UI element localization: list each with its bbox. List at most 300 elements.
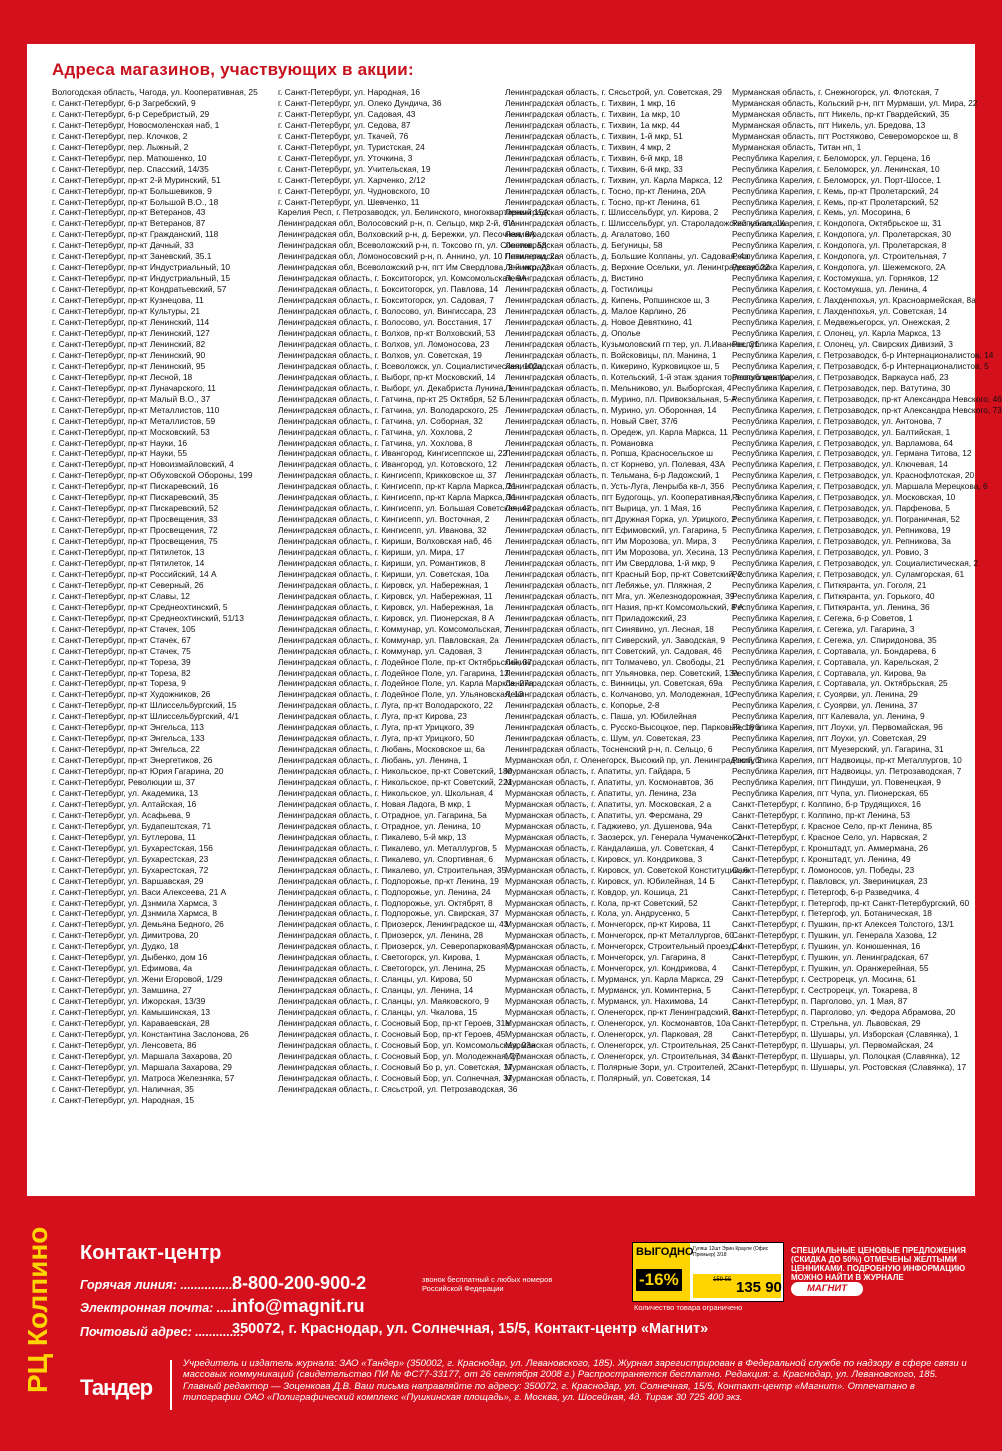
address-line: Республика Карелия, г. Сортавала, ул. Кирова, 9а	[732, 667, 926, 678]
address-line: Ленинградская область, г. Бокситогорск, ул. Павлова, 14	[278, 284, 499, 295]
address-line: г. Санкт-Петербург, 6-р Серебристый, 29	[52, 108, 210, 119]
address-line: г. Санкт-Петербург, пр-кт Заневский, 35.1	[52, 251, 212, 262]
address-line: Республика Карелия, г. Петрозаводск, Варкауса наб, 23	[732, 371, 949, 382]
address-line: г. Санкт-Петербург, пр-кт Кондратьевский, 57	[52, 284, 227, 295]
address-line: Ленинградская обл, Всеволожский р-н, пгт Им Свердлова, 2-й мкр, 23	[278, 262, 551, 273]
address-line: г. Санкт-Петербург, пр-кт Пятилеток, 14	[52, 557, 205, 568]
address-line: Республика Карелия, г. Петрозаводск, пер. Ватутина, 30	[732, 382, 951, 393]
address-line: г. Санкт-Петербург, пр-кт Стачек, 75	[52, 645, 191, 656]
address-line: Ленинградская область, г. Подпорожье, ул. Октябрят, 8	[278, 897, 493, 908]
address-line: Ленинградская область, г. Подпорожье, пр-кт Ленина, 19	[278, 875, 499, 886]
address-line: Ленинградская обл, Ломоносовский р-н, п. Аннино, ул. 10 Пятилетки, 2а	[278, 251, 560, 262]
address-line: Мурманская область, г. Кола, пр-кт Советский, 52	[505, 897, 698, 908]
address-line: г. Санкт-Петербург, пр-кт Северный, 26	[52, 579, 204, 590]
address-line: г. Санкт-Петербург, пер. Спасский, 14/35	[52, 163, 209, 174]
address-line: Ленинградская область, г. Подпорожье, ул. Ленина, 24	[278, 886, 491, 897]
address-line: Республика Карелия, г. Петрозаводск, ул. Германа Титова, 12	[732, 448, 972, 459]
address-line: Санкт-Петербург, г. Петергоф, 6-р Разведчика, 4	[732, 886, 920, 897]
address-line: г. Санкт-Петербург, ул. Ижорская, 13/39	[52, 996, 206, 1007]
address-line: Санкт-Петербург, г. Сестрорецк, ул. Мосина, 61	[732, 974, 916, 985]
address-line: Мурманская область, г. Оленегорск, ул. Строительная, 25	[505, 1039, 731, 1050]
address-line: Республика Карелия, г. Питкяранта, ул. Ленина, 36	[732, 601, 930, 612]
address-line: Ленинградская область, г. Пикалево, ул. Металлургов, 5	[278, 842, 497, 853]
address-line: Республика Карелия, г. Беломорск, ул. Герцена, 16	[732, 152, 931, 163]
address-line: Ленинградская область, г. Приозерск, Ленинградское ш, 43	[278, 919, 509, 930]
address-line: г. Санкт-Петербург, ул. Уточкина, 3	[278, 152, 413, 163]
address-line: г. Санкт-Петербург, пер. Лыжный, 2	[52, 141, 189, 152]
address-line: Ленинградская область, д. Агалатово, 160	[505, 229, 670, 240]
address-line: Ленинградская область, пгт Им Свердлова, 1-й мкр, 9	[505, 557, 715, 568]
address-line: г. Санкт-Петербург, пр-кт Луначарского, 11	[52, 382, 216, 393]
address-line: Ленинградская область, п. Оредеж, ул. Карла Маркса, 11	[505, 426, 728, 437]
address-line: Республика Карелия, г. Петрозаводск, пр-кт Александра Невского, 73	[732, 404, 1002, 415]
address-line: Ленинградская обл, Волосовский р-н, п. Сельцо, мкр 2-й, 6 А	[278, 218, 516, 229]
address-line: Ленинградская область, г. Кингисепп, Крикковское ш, 37	[278, 470, 497, 481]
address-line: Ленинградская область, г. Выборг, пр-кт Московский, 14	[278, 371, 496, 382]
address-line: г. Санкт-Петербург, пр-кт Металлистов, 110	[52, 404, 220, 415]
address-line: г. Санкт-Петербург, пр-кт Просвещения, 72	[52, 525, 218, 536]
address-line: г. Санкт-Петербург, пр-кт Ленинский, 95	[52, 360, 206, 371]
address-line: г. Санкт-Петербург, пр-кт Обуховской Обороны, 199	[52, 470, 253, 481]
address-line: Ленинградская область, г. Сланцы, ул. Маяковского, 9	[278, 996, 489, 1007]
address-line: Санкт-Петербург, п. Парголово, ул. Федора Абрамова, 20	[732, 1007, 956, 1018]
address-line: г. Санкт-Петербург, пр-кт Тореза, 39	[52, 656, 191, 667]
address-line: г. Санкт-Петербург, пр-кт Российский, 14 А	[52, 568, 217, 579]
address-line: Республика Карелия, г. Петрозаводск, ул. Варламова, 64	[732, 437, 953, 448]
address-line: г. Санкт-Петербург, пр-кт Ветеранов, 43	[52, 207, 206, 218]
address-line: Ленинградская область, г. Никольское, пр-кт Советский, 180	[278, 766, 513, 777]
promo-text: СПЕЦИАЛЬНЫЕ ЦЕНОВЫЕ ПРЕДЛОЖЕНИЯ (СКИДКА ДО 50%) ОТМЕЧЕНЫ ЖЕЛТЫМИ ЦЕННИКАМИ. ПОДРОБНУЮ ИНФОРМАЦИЮ МОЖНО НАЙТИ В ЖУРНАЛЕ	[791, 1246, 966, 1282]
address-line: г. Санкт-Петербург, ул. Народная, 16	[278, 87, 421, 97]
address-line: Ленинградская область, г. Волхов, пр-кт Волховский, 53	[278, 327, 496, 338]
address-line: Ленинградская область, пгт Синявино, ул. Лесная, 18	[505, 623, 714, 634]
address-line: Ленинградская область, г. Кириши, ул. Романтиков, 8	[278, 557, 486, 568]
address-line: Санкт-Петербург, г. Колпино, б-р Трудящихся, 16	[732, 798, 921, 809]
address-line: Ленинградская область, п. Котельский, 1-й этаж здания торгового центра	[505, 371, 791, 382]
address-line: Республика Карелия, г. Петрозаводск, ул. Репникова, 19	[732, 525, 951, 536]
address-line: г. Санкт-Петербург, Новосмоленская наб, 1	[52, 119, 220, 130]
address-line: Мурманская область, г. Апатиты, ул. Космонавтов, 36	[505, 777, 714, 788]
address-line: г. Санкт-Петербург, пр-кт Малый В.О., 37	[52, 393, 211, 404]
address-line: г. Санкт-Петербург, ул. Караваевская, 28	[52, 1018, 210, 1029]
address-line: Ленинградская область, пгт Назия, пр-кт Комсомольский, 8 А	[505, 601, 744, 612]
address-line: г. Санкт-Петербург, пр-кт Большой В.О., 18	[52, 196, 219, 207]
address-line: Мурманская область, г. Оленегорск, ул. Строительная, 34 А	[505, 1050, 739, 1061]
address-line: Республика Карелия, пгт Надвоицы, ул. Петрозаводская, 7	[732, 766, 962, 777]
address-line: Ленинградская область, г. Светогорск, ул. Ленина, 25	[278, 963, 486, 974]
address-line: Ленинградская область, д. Большие Колпаны, ул. Садовая, 4а	[505, 251, 749, 262]
address-line: г. Санкт-Петербург, ул. Камышинская, 13	[52, 1007, 211, 1018]
address-line: г. Санкт-Петербург, пр-кт Среднеохтинский, 5	[52, 601, 228, 612]
address-line: Мурманская область, г. Гаджиево, ул. Душенова, 94а	[505, 820, 712, 831]
address-line: Мурманская область, г. Мончегорск, Строительный проезд, 4	[505, 941, 743, 952]
address-line: г. Санкт-Петербург, пр-кт Дачный, 33	[52, 240, 194, 251]
postal-label: Почтовый адрес: ..............	[80, 1325, 244, 1339]
address-line: г. Санкт-Петербург, ул. Демьяна Бедного, 26	[52, 919, 224, 930]
address-line: Республика Карелия, г. Суоярви, ул. Ленина, 29	[732, 689, 918, 700]
address-line: Мурманская область, г. Кола, ул. Андрусенко, 5	[505, 908, 690, 919]
address-line: Ленинградская область, г. Лодейное Поле, пр-кт Октябрьский, 37	[278, 656, 532, 667]
address-line: Республика Карелия, пгт Надвоицы, пр-кт Металлургов, 10	[732, 755, 962, 766]
address-line: г. Санкт-Петербург, ул. Олеко Дундича, 36	[278, 97, 442, 108]
address-line: г. Санкт-Петербург, Революции ш, 37	[52, 777, 196, 788]
address-line: Ленинградская область, г. Никольское, пр-кт Советский, 221	[278, 777, 513, 788]
address-line: Мурманская область, г. Кировск, ул. Советской Конституции, 6	[505, 864, 749, 875]
address-line: Мурманская область, г. Полярные Зори, ул. Строителей, 2	[505, 1061, 733, 1072]
address-line: Ленинградская область, г. Сосновый Бор, ул. Солнечная, 37	[278, 1072, 513, 1083]
address-line: Ленинградская область, г. Сосновый Бор, ул. Молодежная, 27	[278, 1050, 520, 1061]
address-line: г. Санкт-Петербург, ул. Алтайская, 16	[52, 798, 197, 809]
address-line: Ленинградская область, д. Новое Девяткино, 41	[505, 317, 693, 328]
address-line: Мурманская область, г. Мурманск, ул. Коминтерна, 5	[505, 985, 711, 996]
address-line: Ленинградская область, г. Гатчина, ул. Хохлова, 2	[278, 426, 473, 437]
address-line: г. Санкт-Петербург, ул. Чудновского, 10	[278, 185, 430, 196]
contact-center-title: Контакт-центр	[80, 1242, 222, 1264]
address-line: г. Санкт-Петербург, пер. Матюшенко, 10	[52, 152, 207, 163]
address-line: Мурманская область, г. Оленегорск, ул. Космонавтов, 10а	[505, 1018, 731, 1029]
address-line: Ленинградская область, г. Любань, ул. Ленина, 1	[278, 755, 468, 766]
address-line: г. Санкт-Петербург, ул. Шевченко, 11	[278, 196, 420, 207]
address-line: г. Санкт-Петербург, пр-кт Ветеранов, 87	[52, 218, 206, 229]
address-line: Ленинградская область, д. Верхние Осельки, ул. Ленинградская, 22	[505, 262, 770, 273]
address-line: г. Санкт-Петербург, ул. Туристская, 24	[278, 141, 425, 152]
address-line: Ленинградская область, г. Тихвин, 4 мкр, 2	[505, 141, 671, 152]
address-line: Республика Карелия, г. Петрозаводск, ул. Парфенова, 5	[732, 503, 950, 514]
address-line: Республика Карелия, г. Кондопога, Октябрьское ш, 31	[732, 218, 942, 229]
address-line: Мурманская область, г. Мончегорск, пр-кт Кирова, 11	[505, 919, 711, 930]
address-line: Ленинградская область, пгт Ульяновка, пер. Советский, 13а	[505, 667, 739, 678]
address-line: г. Санкт-Петербург, ул. Ефимова, 4а	[52, 963, 193, 974]
email-label: Электронная почта: ......	[80, 1301, 238, 1315]
address-line: г. Санкт-Петербург, ул. Ленсовета, 86	[52, 1039, 197, 1050]
address-line: Мурманская область, г. Мончегорск, ул. Кондрикова, 4	[505, 963, 717, 974]
address-line: Республика Карелия, г. Питкяранта, ул. Гоголя, 21	[732, 579, 927, 590]
address-line: г. Санкт-Петербург, ул. Народная, 15	[52, 1094, 195, 1105]
address-line: Республика Карелия, г. Кондопога, ул. Пролетарская, 8	[732, 240, 947, 251]
address-line: Ленинградская область, г. Сосновый Бор, пр-кт Героев, 45	[278, 1028, 506, 1039]
address-line: Ленинградская область, г. Пикалево, 5-й мкр, 13	[278, 831, 467, 842]
address-line: Ленинградская область, г. Светогорск, ул. Кирова, 1	[278, 952, 480, 963]
address-line: Ленинградская область, пгт Дружная Горка, ул. Урицкого, 2	[505, 514, 736, 525]
address-line: г. Санкт-Петербург, пр-кт Гражданский, 118	[52, 229, 219, 240]
address-line: Республика Карелия, пгт Калевала, ул. Ленина, 9	[732, 711, 925, 722]
address-line: Ленинградская область, пгт Им Морозова, ул. Хесина, 13	[505, 547, 729, 558]
address-line: Ленинградская область, п. Новый Свет, 37/6	[505, 415, 678, 426]
address-line: Республика Карелия, г. Лахденпохья, ул. Советская, 14	[732, 306, 947, 317]
address-line: Мурманская область, г. Мурманск, ул. Нахимова, 14	[505, 996, 708, 1007]
address-line: Ленинградская область, г. Бокситогорск, ул. Садовая, 7	[278, 295, 494, 306]
address-line: г. Санкт-Петербург, пр-кт Среднеохтинский, 51/13	[52, 612, 244, 623]
address-line: г. Санкт-Петербург, пр-кт Шлиссельбургский, 4/1	[52, 711, 239, 722]
hotline-note: звонок бесплатный с любых номеров Российской Федерации	[422, 1275, 553, 1293]
address-line: Ленинградская область, с. Шум, ул. Советская, 23	[505, 733, 701, 744]
address-line: Ленинградская область, д. Кипень, Ропшинское ш, 3	[505, 295, 710, 306]
address-line: Мурманская область, г. Апатиты, ул. Ленина, 23а	[505, 788, 697, 798]
address-line: Ленинградская область, г. Кингисепп, пр-кт Карла Маркса, 21	[278, 481, 517, 492]
address-line: Ленинградская область, д. Бегуницы, 58	[505, 240, 663, 251]
address-line: Республика Карелия, г. Сегежа, 6-р Советов, 1	[732, 612, 913, 623]
address-line: г. Санкт-Петербург, пр-кт Пятилеток, 13	[52, 547, 205, 558]
address-line: Ленинградская область, г. Кировск, ул. Пионерская, 8 А	[278, 612, 495, 623]
address-line: Санкт-Петербург, г. Пушкин, пр-кт Алексея Толстого, 13/1	[732, 919, 954, 930]
address-line: Ленинградская область, г. Сланцы, ул. Кирова, 50	[278, 974, 473, 985]
address-line: Ленинградская область, г. Луга, пр-кт Урицкого, 50	[278, 733, 475, 744]
address-line: г. Санкт-Петербург, ул. Бутлерова, 11	[52, 831, 196, 842]
address-line: Санкт-Петербург, п. Шушары, ул. Ростовская (Славянка), 17	[732, 1061, 967, 1072]
address-line: Республика Карелия, г. Сегежа, ул. Спиридонова, 35	[732, 634, 937, 645]
address-line: г. Санкт-Петербург, ул. Замшина, 27	[52, 985, 192, 996]
address-line: Республика Карелия, г. Олонец, ул. Свирских Дивизий, 3	[732, 338, 953, 349]
address-line: Ленинградская область, п. Мельниково, ул. Выборгская, 4	[505, 382, 732, 393]
address-line: г. Санкт-Петербург, пр-кт Славы, 12	[52, 590, 190, 601]
address-line: Ленинградская область, пгт Сиверский, ул. Заводская, 9	[505, 634, 726, 645]
address-line: Республика Карелия, г. Костомукша, ул. Горняков, 12	[732, 273, 939, 284]
address-line: г. Санкт-Петербург, пр-кт Энгельса, 22	[52, 744, 200, 755]
address-line: Ленинградская область, г. Кириши, ул. Мира, 17	[278, 547, 465, 558]
address-line: Мурманская область, г. Кандалакша, ул. Советская, 4	[505, 842, 714, 853]
address-line: Республика Карелия, г. Костомукша, ул. Ленина, 4	[732, 284, 928, 295]
address-line: Санкт-Петербург, г. Пушкин, ул. Генерала Хазова, 12	[732, 930, 937, 941]
address-line: г. Санкт-Петербург, пр-кт Энергетиков, 26	[52, 755, 213, 766]
address-line: г. Санкт-Петербург, пр-кт Тореза, 82	[52, 667, 191, 678]
address-line: Республика Карелия, г. Петрозаводск, ул. Суламгорская, 61	[732, 568, 965, 579]
address-line: Мурманская обл, г. Оленегорск, Высокий пр, ул. Ленинградский, 2	[505, 755, 762, 766]
address-line: Мурманская область, пгт Ростяжово, Североморское ш, 8	[732, 130, 958, 141]
address-line: Мурманская область, г. Снежногорск, ул. Флотская, 7	[732, 87, 939, 97]
address-line: Ленинградская область, пгт Приладожский, 23	[505, 612, 687, 623]
address-line: Санкт-Петербург, г. Красное Село, ул. Нарвская, 2	[732, 831, 928, 842]
address-line: Республика Карелия, г. Суоярви, ул. Ленина, 37	[732, 700, 918, 711]
address-line: Санкт-Петербург, г. Сестрорецк, ул. Токарева, 8	[732, 985, 918, 996]
address-line: Мурманская область, г. Апатиты, ул. Гайдара, 5	[505, 766, 691, 777]
hotline-phone[interactable]: 8-800-200-900-2	[232, 1273, 367, 1293]
address-line: Ленинградская область, г. Кингисепп, пр-кт Карла Маркса, 31	[278, 492, 517, 503]
address-line: Республика Карелия, г. Сортавала, ул. Карельская, 2	[732, 656, 939, 667]
address-line: г. Санкт-Петербург, пр-кт Кузнецова, 11	[52, 295, 204, 306]
page-title: Адреса магазинов, участвующих в акции:	[52, 60, 414, 79]
address-line: Ленинградская область, Кузьмоловский гп тер, ул. Л.Иванова, 21	[505, 338, 759, 349]
address-line: Санкт-Петербург, г. Кронштадт, ул. Аммермана, 26	[732, 842, 929, 853]
address-line: Мурманская область, г. Мончегорск, ул. Гагарина, 8	[505, 952, 706, 963]
address-line: Мурманская область, пгт Никель, пр-кт Гвардейский, 35	[732, 108, 950, 119]
address-line: Ленинградская область, п. Усть-Луга, Ленрыба кв-л, 356	[505, 481, 725, 492]
address-line: Ленинградская область, д. Гостилицы	[505, 284, 653, 295]
address-line: г. Санкт-Петербург, пр-кт Пискаревский, 16	[52, 481, 219, 492]
address-line: Ленинградская область, г. Тосно, пр-кт Ленина, 20А	[505, 185, 706, 196]
address-line: Санкт-Петербург, г. Пушкин, ул. Оранжерейная, 55	[732, 963, 929, 974]
address-line: Республика Карелия, г. Кондопога, ул. Шежемского, 2А	[732, 262, 946, 273]
address-line: г. Санкт-Петербург, пр-кт Тореза, 9	[52, 678, 186, 689]
address-line: г. Санкт-Петербург, ул. Садовая, 43	[278, 108, 416, 119]
address-line: Республика Карелия, г. Петрозаводск, ул. Маршала Мерецкова, 6	[732, 481, 988, 492]
address-line: Ленинградская область, п. Тельмана, 6-р Ладожский, 1	[505, 470, 720, 481]
address-line: г. Санкт-Петербург, ул. Ткачей, 76	[278, 130, 409, 141]
address-line: г. Санкт-Петербург, пр-кт Большевиков, 9	[52, 185, 212, 196]
address-line: г. Санкт-Петербург, ул. Седова, 87	[278, 119, 411, 130]
address-line: Ленинградская область, г. Кириши, Волховская наб, 46	[278, 536, 492, 547]
address-line: Ленинградская область, п. Мурино, ул. Оборонная, 14	[505, 404, 717, 415]
address-line: Ленинградская область, г. Тихвин, 1а мкр, 44	[505, 119, 680, 130]
address-column-2	[278, 87, 560, 1172]
address-line: Мурманская область, г. Оленегорск, ул. Парковая, 28	[505, 1028, 713, 1039]
address-line: г. Санкт-Петербург, ул. Дзнмила Хармса, 8	[52, 908, 218, 919]
address-line: Ленинградская область, д. Ополье	[505, 327, 641, 338]
price-tag-new-price: 135 90	[736, 1279, 782, 1296]
address-line: г. Санкт-Петербург, пр-кт Художников, 26	[52, 689, 211, 700]
address-line: Вологодская область, Чагода, ул. Кооперативная, 25	[52, 87, 258, 97]
address-line: Республика Карелия, г. Кемь, ул. Мосорина, 6	[732, 207, 911, 218]
address-line: Республика Карелия, г. Лахденпохья, ул. Красноармейская, 8а	[732, 295, 976, 306]
address-line: г. Санкт-Петербург, пр-кт Ленинский, 114	[52, 317, 210, 328]
address-line: Республика Карелия, г. Сортавала, ул. Октябрьская, 25	[732, 678, 948, 689]
address-line: Ленинградская область, г. Тихвин, 1а мкр, 10	[505, 108, 680, 119]
address-line: г. Санкт-Петербург, пр-кт Пискаревский, 52	[52, 503, 219, 514]
address-line: г. Санкт-Петербург, пр-кт Культуры, 21	[52, 306, 201, 317]
address-line: Республика Карелия, г. Петрозаводск, ул. Балтийская, 1	[732, 426, 951, 437]
address-line: г. Санкт-Петербург, пр-кт Индустриальный, 10	[52, 262, 231, 273]
address-line: Республика Карелия, г. Петрозаводск, ул. Ключевая, 14	[732, 459, 948, 470]
address-line: Ленинградская область, пгт Вырица, ул. 1 Мая, 16	[505, 503, 702, 514]
address-line: г. Санкт-Петербург, ул. Учительская, 19	[278, 163, 431, 174]
address-line: Ленинградская область, г. Сосновый Бор, ул. Комсомольская, 23а	[278, 1039, 536, 1050]
address-line: Республика Карелия, г. Петрозаводск, ул. Антонова, 7	[732, 415, 942, 426]
address-line: Ленинградская область, г. Приозерск, ул. Ленина, 28	[278, 930, 483, 941]
address-line: Республика Карелия, г. Петрозаводск, ул. Московская, 10	[732, 492, 956, 503]
address-line: г. Санкт-Петербург, 6-р Загребский, 9	[52, 97, 196, 108]
address-line: Ленинградская область, г. Тихвин, 6-й мкр, 33	[505, 163, 683, 174]
rc-label: РЦ Колпино	[22, 1226, 53, 1393]
address-line: Мурманская область, г. Мурманск, ул. Карла Маркса, 29	[505, 974, 724, 985]
address-line: г. Санкт-Петербург, ул. Дудко, 18	[52, 941, 179, 952]
address-column-4	[732, 87, 1002, 1172]
address-line: Республика Карелия, пгт Чупа, ул. Пионерская, 65	[732, 788, 929, 798]
address-line: г. Санкт-Петербург, ул. Димитрова, 20	[52, 930, 199, 941]
address-line: Ленинградская область, г. Кировск, ул. Набережная, 1	[278, 579, 489, 590]
address-line: Республика Карелия, пгт Лоухи, ул. Первомайская, 96	[732, 722, 943, 733]
address-line: Республика Карелия, пгт Пиндуши, ул. Повенецкая, 9	[732, 777, 941, 788]
address-line: Санкт-Петербург, г. Ломоносов, ул. Победы, 23	[732, 864, 915, 875]
address-line: Ленинградская область, г. Подпорожье, ул. Свирская, 37	[278, 908, 499, 919]
address-line: г. Санкт-Петербург, ул. Дыбенко, дом 16	[52, 952, 208, 963]
address-line: Санкт-Петербург, г. Красное Село, пр-кт Ленина, 85	[732, 820, 932, 831]
address-line: г. Санкт-Петербург, ул. Варшавская, 29	[52, 875, 204, 886]
address-line: Санкт-Петербург, п. Шушары, ул. Изборская (Славянка), 1	[732, 1028, 959, 1039]
address-line: Ленинградская область, г. Тосно, пр-кт Ленина, 61	[505, 196, 701, 207]
address-line: г. Санкт-Петербург, пр-кт Науки, 16	[52, 437, 188, 448]
address-line: г. Санкт-Петербург, ул. Дзнмила Хармса, 3	[52, 897, 218, 908]
address-line: г. Санкт-Петербург, пер. Клочков, 2	[52, 130, 188, 141]
address-line: Мурманская область, г. Полярный, ул. Советская, 14	[505, 1072, 711, 1083]
address-line: Мурманская область, Кольский р-н, пгт Мурмаши, ул. Мира, 22	[732, 97, 978, 108]
address-line: Ленинградская область, г. Тихвин, ул. Карла Маркса, 12	[505, 174, 723, 185]
address-line: г. Санкт-Петербург, пр-кт Стачек, 67	[52, 634, 191, 645]
address-line: г. Санкт-Петербург, пр-кт Лесной, 18	[52, 371, 193, 382]
address-line: Республика Карелия, г. Петрозаводск, ул. Социалистическая, 2	[732, 557, 979, 568]
address-line: Ленинградская область, с. Русско-Высоцкое, пер. Парковый, 18 а	[505, 722, 762, 733]
address-line: Ленинградская область, г. Луга, пр-кт Кирова, 23	[278, 711, 467, 722]
address-line: Санкт-Петербург, п. Шушары, ул. Полоцкая (Славянка), 12	[732, 1050, 961, 1061]
address-line: г. Санкт-Петербург, ул. Бухарестская, 23	[52, 853, 209, 864]
address-line: Республика Карелия, г. Петрозаводск, пр-кт Александра Невского, 46	[732, 393, 1002, 404]
address-line: Ленинградская область, г. Сосновый Бор, пр-кт Героев, 31а	[278, 1018, 510, 1029]
address-line: Ленинградская область, г. Кириши, ул. Советская, 10а	[278, 568, 489, 579]
address-line: Ленинградская область, г. Гатчина, ул. Володарского, 25	[278, 404, 498, 415]
address-line: г. Санкт-Петербург, ул. Бухарестская, 72	[52, 864, 209, 875]
address-line: Ленинградская область, с. Винницы, ул. Советская, 69а	[505, 678, 723, 689]
address-line: Ленинградская область, г. Луга, пр-кт Урицкого, 39	[278, 722, 475, 733]
address-line: г. Санкт-Петербург, пр-кт 2-й Муринский, 51	[52, 174, 221, 185]
address-line: Ленинградская область, г. Кингисепп, ул. Восточная, 2	[278, 514, 490, 525]
address-line: Ленинградская область, пгт Лебяжье, ул. Пляжная, 2	[505, 579, 712, 590]
address-line: г. Санкт-Петербург, пр-кт Стачек, 105	[52, 623, 196, 634]
address-line: Мурманская область, г. Оленегорск, пр-кт Ленинградский, 8а	[505, 1007, 743, 1018]
email-link[interactable]: info@magnit.ru	[232, 1296, 365, 1316]
address-line: г. Санкт-Петербург, пр-кт Индустриальный, 15	[52, 273, 231, 284]
address-line: Ленинградская обл, Всеволожский р-н, п. Токсово гп, ул. Советов, 58	[278, 240, 547, 251]
address-line: Ленинградская область, г. Тихвин, 1-й мкр, 51	[505, 130, 683, 141]
address-line: Ленинградская область, г. Бокситогорск, ул. Комсомольская, 9А	[278, 273, 527, 284]
address-line: Санкт-Петербург, п. Стрельна, ул. Львовская, 29	[732, 1018, 921, 1029]
address-line: г. Санкт-Петербург, пр-кт Энгельса, 133	[52, 733, 205, 744]
address-line: Санкт-Петербург, г. Колпино, пр-кт Ленина, 53	[732, 809, 910, 820]
address-line: Мурманская область, пгт Никель, ул. Бредова, 13	[732, 119, 926, 130]
address-line: Ленинградская область, г. Сланцы, ул. Ленина, 14	[278, 985, 474, 996]
address-line: г. Санкт-Петербург, ул. Жени Егоровой, 1/29	[52, 974, 223, 985]
address-line: Республика Карелия, г. Медвежьегорск, ул. Онежская, 2	[732, 317, 950, 328]
address-line: Мурманская область, г. Мончегорск, пр-кт Металлургов, 60	[505, 930, 735, 941]
hotline-label: Горячая линия: .................	[80, 1278, 240, 1292]
address-line: Республика Карелия, г. Петрозаводск, б-р Интернационалистов, 5	[732, 360, 989, 371]
address-line: Мурманская область, г. Кировск, ул. Юбилейная, 14 Б	[505, 875, 715, 886]
address-line: Ленинградская область, п. Романовка	[505, 437, 654, 448]
address-line: г. Санкт-Петербург, пр-кт Металлистов, 59	[52, 415, 216, 426]
price-tag-badge: ВЫГОДНО	[636, 1246, 694, 1258]
address-line: Ленинградская область, г. Тихвин, 6-й мкр, 18	[505, 152, 683, 163]
address-line: г. Санкт-Петербург, пр-кт Ленинский, 127	[52, 327, 210, 338]
address-line: Ленинградская область, г. Волосово, ул. Вингиссара, 23	[278, 306, 497, 317]
price-tag-product: Гуляш 12шт Эрин Крауле (Офис Премьер) 3/18	[693, 1246, 769, 1258]
address-line: Ленинградская область, пгт Советский, ул. Садовая, 46	[505, 645, 722, 656]
logo-divider	[170, 1360, 172, 1410]
address-line: Республика Карелия, г. Питкяранта, ул. Горького, 40	[732, 590, 935, 601]
address-line: Ленинградская область, г. Любань, Московское ш, 6а	[278, 744, 485, 755]
address-line: Республика Карелия, г. Петрозаводск, ул. Ровио, 3	[732, 547, 929, 558]
address-line: Санкт-Петербург, г. Павловск, ул. Звериницкая, 23	[732, 875, 928, 886]
sample-price-tag	[632, 1242, 784, 1302]
address-line: Республика Карелия, г. Беломорск, ул. Порт-Шоссе, 1	[732, 174, 941, 185]
address-line: Ленинградская область, г. Лодейное Поле, ул. Гагарина, 13	[278, 667, 509, 678]
address-line: Ленинградская область, пгт Будогощь, ул. Кооперативная, 3	[505, 492, 740, 503]
address-line: Ленинградская область, д. Вистино	[505, 273, 644, 284]
address-line: Ленинградская область, г. Тихвин, 1 мкр, 16	[505, 97, 676, 108]
address-line: г. Санкт-Петербург, ул. Матроса Железняка, 57	[52, 1072, 235, 1083]
address-line: Республика Карелия, г. Петрозаводск, ул. Пограничная, 52	[732, 514, 960, 525]
address-line: Ленинградская область, г. Всеволожск, ул. Социалистическая, 102а	[278, 360, 543, 371]
address-line: Ленинградская область, с. Колчаново, ул. Молодежная, 10	[505, 689, 734, 700]
address-line: Мурманская область, г. Апатиты, ул. Ферсмана, 29	[505, 809, 703, 820]
address-line: Ленинградская область, г. Гатчина, пр-кт 25 Октября, 52 Б	[278, 393, 505, 404]
address-line: г. Санкт-Петербург, пр-кт Ленинский, 90	[52, 349, 206, 360]
address-line: Республика Карелия, г. Сортавала, ул. Бондарева, 6	[732, 645, 937, 656]
address-line: Санкт-Петербург, п. Парголово, ул. 1 Мая, 87	[732, 996, 908, 1007]
address-line: Ленинградская область, г. Кингисепп, ул. Иванова, 32	[278, 525, 487, 536]
address-line: г. Санкт-Петербург, пр-кт Просвещения, 75	[52, 536, 218, 547]
address-column-3	[505, 87, 791, 1172]
address-line: г. Санкт-Петербург, пр-кт Ленинский, 82	[52, 338, 206, 349]
address-column-1	[52, 87, 274, 1172]
address-line: Санкт-Петербург, г. Пушкин, ул. Ленинградская, 67	[732, 952, 929, 963]
address-line: Ленинградская область, г. Кировск, ул. Набережная, 1а	[278, 601, 494, 612]
